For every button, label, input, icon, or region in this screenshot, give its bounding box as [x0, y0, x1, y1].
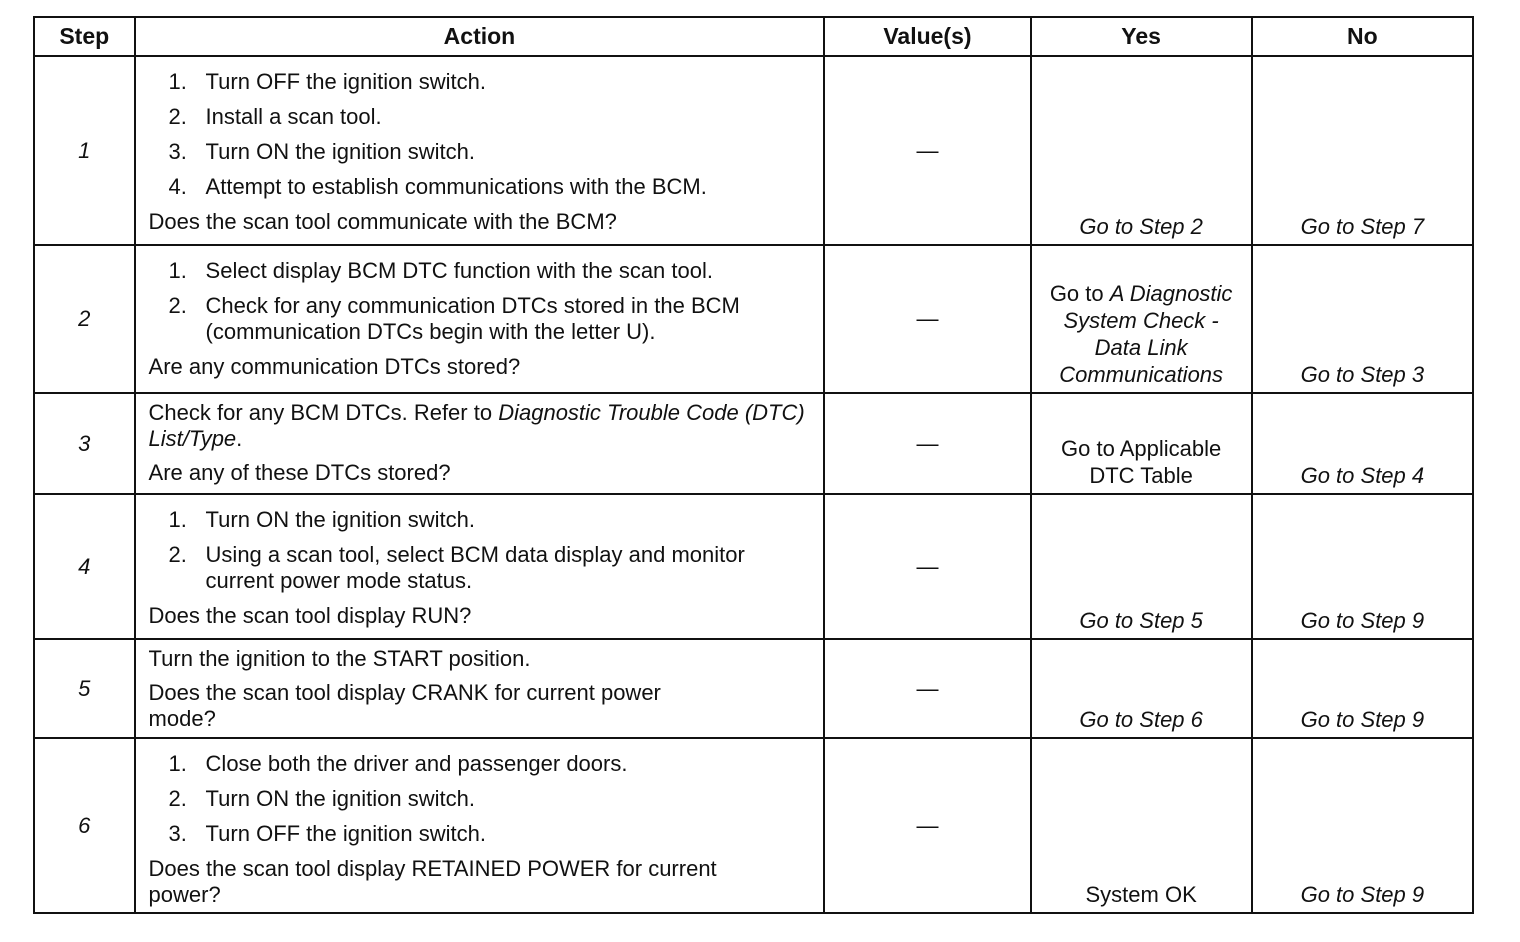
- step-number: 6: [34, 738, 135, 913]
- list-item: 1. Turn OFF the ignition switch.: [168, 69, 486, 94]
- yes-cell[interactable]: Go to Step 5: [1031, 494, 1252, 639]
- action-text: Turn the ignition to the START position.: [148, 646, 531, 671]
- value-cell: —: [824, 639, 1030, 738]
- header-step: Step: [34, 17, 135, 56]
- list-item: 3. Turn OFF the ignition switch.: [168, 821, 486, 846]
- value-cell: —: [824, 738, 1030, 913]
- list-item: 4. Attempt to establish communications with the BCM.: [168, 174, 707, 199]
- no-cell[interactable]: Go to Step 9: [1252, 639, 1473, 738]
- header-no: No: [1252, 17, 1473, 56]
- question-text: Are any of these DTCs stored?: [148, 460, 451, 485]
- step-number: 5: [34, 639, 135, 738]
- list-item: 2. Check for any communication DTCs stored in the BCM (communication DTCs begin with the letter U).: [168, 293, 740, 344]
- question-text: Does the scan tool communicate with the BCM?: [148, 209, 617, 234]
- list-item: 1. Turn ON the ignition switch.: [168, 507, 475, 532]
- diagnostic-table: [33, 16, 1474, 914]
- action-cell: [135, 245, 825, 393]
- step-number: 1: [34, 56, 135, 245]
- header-row: [34, 17, 1473, 56]
- list-item: 2. Install a scan tool.: [168, 104, 382, 129]
- question-text: Does the scan tool display RUN?: [148, 603, 472, 628]
- no-cell[interactable]: Go to Step 4: [1252, 393, 1473, 494]
- step-number: 3: [34, 393, 135, 494]
- value-cell: —: [824, 56, 1030, 245]
- reference-link[interactable]: Diagnostic Trouble Code (DTC) List/Type: [148, 400, 805, 451]
- value-cell: —: [824, 494, 1030, 639]
- header-action: Action: [135, 17, 825, 56]
- yes-cell[interactable]: System OK: [1031, 738, 1252, 913]
- question-text: Does the scan tool display RETAINED POWER for current power?: [148, 856, 717, 907]
- no-cell[interactable]: Go to Step 7: [1252, 56, 1473, 245]
- yes-cell[interactable]: Go to Applicable DTC Table: [1031, 393, 1252, 494]
- table-row: [34, 56, 1473, 245]
- no-cell[interactable]: Go to Step 9: [1252, 494, 1473, 639]
- value-cell: —: [824, 393, 1030, 494]
- action-cell: [135, 494, 825, 639]
- yes-prefix: Go to: [1049, 281, 1104, 306]
- no-cell[interactable]: Go to Step 3: [1252, 245, 1473, 393]
- value-cell: —: [824, 245, 1030, 393]
- list-item: 2. Using a scan tool, select BCM data display and monitor current power mode status.: [168, 542, 745, 593]
- list-item: 1. Select display BCM DTC function with the scan tool.: [168, 258, 713, 283]
- header-yes: Yes: [1031, 17, 1252, 56]
- action-cell: [135, 393, 825, 494]
- action-cell: [135, 738, 825, 913]
- table-row: [34, 393, 1473, 494]
- list-item: 3. Turn ON the ignition switch.: [168, 139, 475, 164]
- action-cell: [135, 56, 825, 245]
- yes-cell[interactable]: Go to Step 2: [1031, 56, 1252, 245]
- no-cell[interactable]: Go to Step 9: [1252, 738, 1473, 913]
- yes-cell[interactable]: [1031, 245, 1252, 393]
- yes-link[interactable]: A Diagnostic System Check - Data Link Communications: [1059, 281, 1233, 387]
- table-row: [34, 738, 1473, 913]
- step-number: 2: [34, 245, 135, 393]
- action-text: Check for any BCM DTCs. Refer to Diagnostic Trouble Code (DTC) List/Type.: [148, 400, 805, 451]
- table-row: [34, 494, 1473, 639]
- list-item: 1. Close both the driver and passenger doors.: [168, 751, 628, 776]
- question-text: Does the scan tool display CRANK for current power mode?: [148, 680, 661, 731]
- action-cell: [135, 639, 825, 738]
- table-row: [34, 639, 1473, 738]
- question-text: Are any communication DTCs stored?: [148, 354, 521, 379]
- yes-cell[interactable]: Go to Step 6: [1031, 639, 1252, 738]
- step-number: 4: [34, 494, 135, 639]
- table-row: [34, 245, 1473, 393]
- list-item: 2. Turn ON the ignition switch.: [168, 786, 475, 811]
- header-values: Value(s): [824, 17, 1030, 56]
